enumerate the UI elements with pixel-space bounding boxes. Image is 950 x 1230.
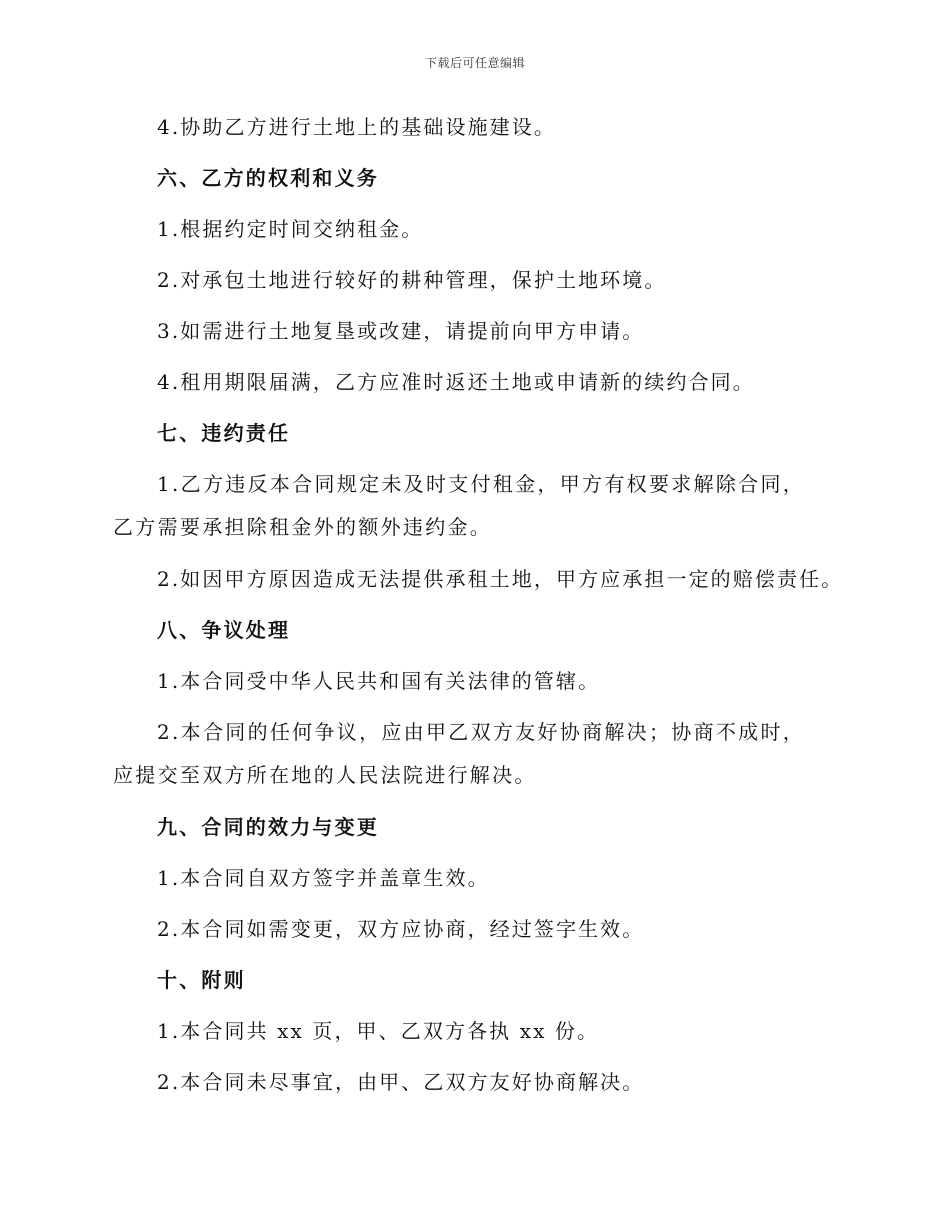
section-10-item-2: 2.本合同未尽事宜，由甲、乙双方友好协商解决。 [157, 1070, 645, 1094]
section-8-item-1: 1.本合同受中华人民共和国有关法律的管辖。 [157, 669, 601, 693]
page-header: 下载后可任意编辑 [424, 56, 525, 70]
section-10-heading: 十、附则 [157, 968, 246, 992]
section-8-heading: 八、争议处理 [157, 618, 291, 642]
section-9-item-1: 1.本合同自双方签字并盖章生效。 [157, 866, 490, 890]
section-7-item-2: 2.如因甲方原因造成无法提供承租土地，甲方应承担一定的赔偿责任。 [157, 567, 844, 591]
section-10-item-1: 1.本合同共 xx 页，甲、乙双方各执 xx 份。 [157, 1019, 600, 1043]
section-9-heading: 九、合同的效力与变更 [157, 815, 379, 839]
section-7-item-1: 1.乙方违反本合同规定未及时支付租金，甲方有权要求解除合同，乙方需要承担除租金外的额外违约金。 [113, 472, 806, 539]
section-9-item-2: 2.本合同如需变更，双方应协商，经过签字生效。 [157, 917, 645, 941]
section-6-item-2: 2.对承包土地进行较好的耕种管理，保护土地环境。 [157, 268, 667, 292]
section-7-heading: 七、违约责任 [157, 421, 291, 445]
party-a-item-4: 4.协助乙方进行土地上的基础设施建设。 [157, 115, 556, 139]
document-body [113, 112, 844, 1118]
section-6-item-3: 3.如需进行土地复垦或改建，请提前向甲方申请。 [157, 319, 645, 343]
section-6-item-1: 1.根据约定时间交纳租金。 [157, 217, 424, 241]
section-6-heading: 六、乙方的权利和义务 [157, 166, 379, 190]
section-6-item-4: 4.租用期限届满，乙方应准时返还土地或申请新的续约合同。 [157, 370, 755, 394]
section-8-item-2: 2.本合同的任何争议，应由甲乙双方友好协商解决；协商不成时，应提交至双方所在地的人民法院进行解决。 [113, 720, 806, 787]
